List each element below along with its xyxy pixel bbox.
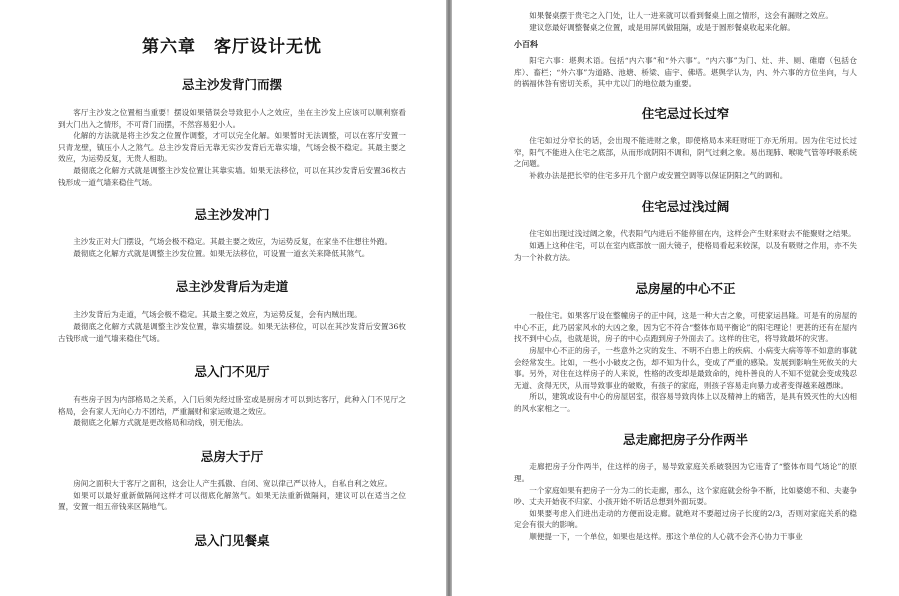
paragraph: 房屋中心不正的房子，一些意外之灾的发生、不明不白患上的疾病、小病变大病等等不如意的事就会经常发生。比如，一些小小破皮之伤，却不知为什么，变成了严重的感染。发展到影响生死攸关的大事。另外，对住在这样房子的人来说，性格的改变却是最致命的，纯朴善良的人不知不觉就会变成残忍无道、贪得无厌，从而导致事业的破败，有孩子的家庭，则孩子容易走向暴力或者变得越来越愚昧。 [514,345,857,390]
paragraph: 如果要考虑入们进出走动的方便而设走廊。就绝对不要超过房子长度的2/3，否则对家庭关系的稳定会有很大的影响。 [514,508,857,530]
right-page [452,0,899,596]
paragraph: 有些房子因为内部格局之关系，入门后须先经过卧室或是厨房才可以到达客厅，此种入门不见厅之格局，会有家人无向心力不团结，严重漏财和家运败退之效应。 [58,395,406,416]
right-page-content [452,10,899,543]
paragraph: 主沙发背后为走道，气场会极不稳定。其最主要之效应，为运势反复，会有内贼出现。 [73,310,362,320]
section-title: 忌房屋的中心不正 [635,281,736,297]
section-title: 忌主沙发背门而摆 [181,77,282,92]
paragraph: 如果可以最好重新做隔间这样才可以彻底化解煞气。如果无法重新做隔间，建议可以在适当之位置，安置一组五帝钱来区隔地气。 [58,490,406,512]
paragraph: 最彻底之化解方式就是更改格局和动线，别无他法。 [73,418,248,428]
paragraph: 最彻底之化解方式就是调整主沙发位置让其靠实墙。如果无法移位，可以在其沙发背后安置36枚古钱形成一道气墙来稳住气场。 [58,165,406,187]
paragraph: 如果餐桌摆于贵宅之入门处，让人一进来就可以看到餐桌上面之情形，这会有漏财之效应。 [529,11,833,20]
section-title: 忌走廊把房子分作两半 [622,432,748,448]
section-title: 忌主沙发背后为走道 [175,279,289,295]
paragraph: 主沙发正对大门摆设，气场会极不稳定。其最主要之效应，为运势反复，在家坐不住想往外跑。 [73,237,393,247]
paragraph: 一般住宅。如果客厅设在整幢房子的正中间，这是一种大吉之象，可使家运昌隆。可是有的房屋的中心不正，此乃居家风水的大凶之象，因为它不符合“整体布局平衡论”的阳宅理论！更甚的还有在屋内找不到中心点，也就是说，房子的中心点跑到房子外面去了。这样的住宅，将导致最坏的灾害。 [514,311,857,344]
encyclopedia-heading: 小百科 [514,40,538,50]
paragraph: 房间之面积大于客厅之面积，这会让人产生孤傲、自闭、宽以律己严以待人，自私自利之效应。 [73,478,393,488]
section-title: 忌主沙发冲门 [194,207,270,223]
paragraph: 住宅如过分窄长的话，会出现不能进财之象，即使格局本来旺财旺丁亦无所用。因为住宅过长过窄，阳气不能进入住宅之底部，从而形成阴阳不调和，阴气过剩之象。易出现肺、喉咙气管等呼吸系统之问题。 [514,135,857,169]
paragraph: 客厅主沙发之位置相当重要！摆设如果错误会导致犯小人之效应，坐在主沙发上应该可以顺利察看到大门出入之情形，不可背门而摆，不然容易犯小人。 [58,108,406,129]
paragraph: 建议您最好调整餐桌之位置，或是用屏风做阻隔，或是于圆形餐桌收起来化解。 [529,22,795,32]
section-title: 住宅忌过长过窄 [641,105,730,121]
left-page [0,0,446,596]
left-page-content [0,0,446,549]
chapter-title: 第六章 客厅设计无忧 [142,37,322,57]
section-title: 忌入门见餐桌 [194,532,270,548]
paragraph: 所以，建筑或设有中心的房屋居室，很容易导致肉体上以及精神上的痛苦，是具有毁灭性的大凶相的风水家相之一。 [514,392,857,413]
paragraph: 走廊把房子分作两半，住这样的房子，易导致家庭关系破裂因为它违背了“整体布局气场论”的原理。 [514,462,857,484]
section-title: 住宅忌过浅过阔 [641,199,730,215]
paragraph: 最彻底之化解方式就是调整主沙发位置。如果无法移位，可设置一道玄关来降低其煞气。 [73,248,370,258]
paragraph: 最彻底之化解方式就是调整主沙发位置，靠实墙摆设。如果无法移位，可以在其沙发背后安置36枚古钱形成一道气墙来稳住气场。 [58,321,406,343]
paragraph: 顺便提一下，一个单位，如果也是这样。那这个单位的人心就不会齐心协力干事业 [529,532,803,542]
section-title: 忌入门不见厅 [194,364,270,380]
section-title: 忌房大于厅 [200,448,264,464]
paragraph: 补救办法是把长窄的住宅多开几个窗户或安置空调等以保证阴阳之气的调和。 [529,170,788,180]
paragraph: 如遇上这种住宅，可以在室内底部放一面大镜子，使格局看起来较深，以及有吸财之作用，亦不失为一个补救方法。 [514,240,857,262]
encyclopedia-text: 阳宅六事：堪舆术语。包括“内六事”和“外六事”。“内六事”为门、灶、井、厕、碓磨（包括仓库）、畜栏；“外六事”为道路、池塘、桥梁、庙宇、佛塔。堪舆学认为，内、外六事的方位坐向，与人的祸福休咎有密切关系，其中尤以门的地位最为重要。 [514,56,857,89]
paragraph: 化解的方法就是将主沙发之位置作调整，才可以完全化解。如果暂时无法调整，可以在客厅安置一只青龙壁，镇压小人之煞气。总主沙发背后无靠无实沙发背后无靠实墙，气场会极不稳定。其最主要之效应，为运势反复，无贵人相助。 [58,131,406,164]
paragraph: 一个家庭如果有把房子一分为二的长走廊，那么，这个家庭就会纷争不断，比如婆媳不和、夫妻争吵、丈夫开始夜不归家、小孩开始不听话总想到外面玩耍。 [514,485,857,507]
paragraph: 住宅如出现过浅过阔之象，代表阳气内进后不能停留在内，这样会产生财来财去不能聚财之结果。 [529,229,856,239]
